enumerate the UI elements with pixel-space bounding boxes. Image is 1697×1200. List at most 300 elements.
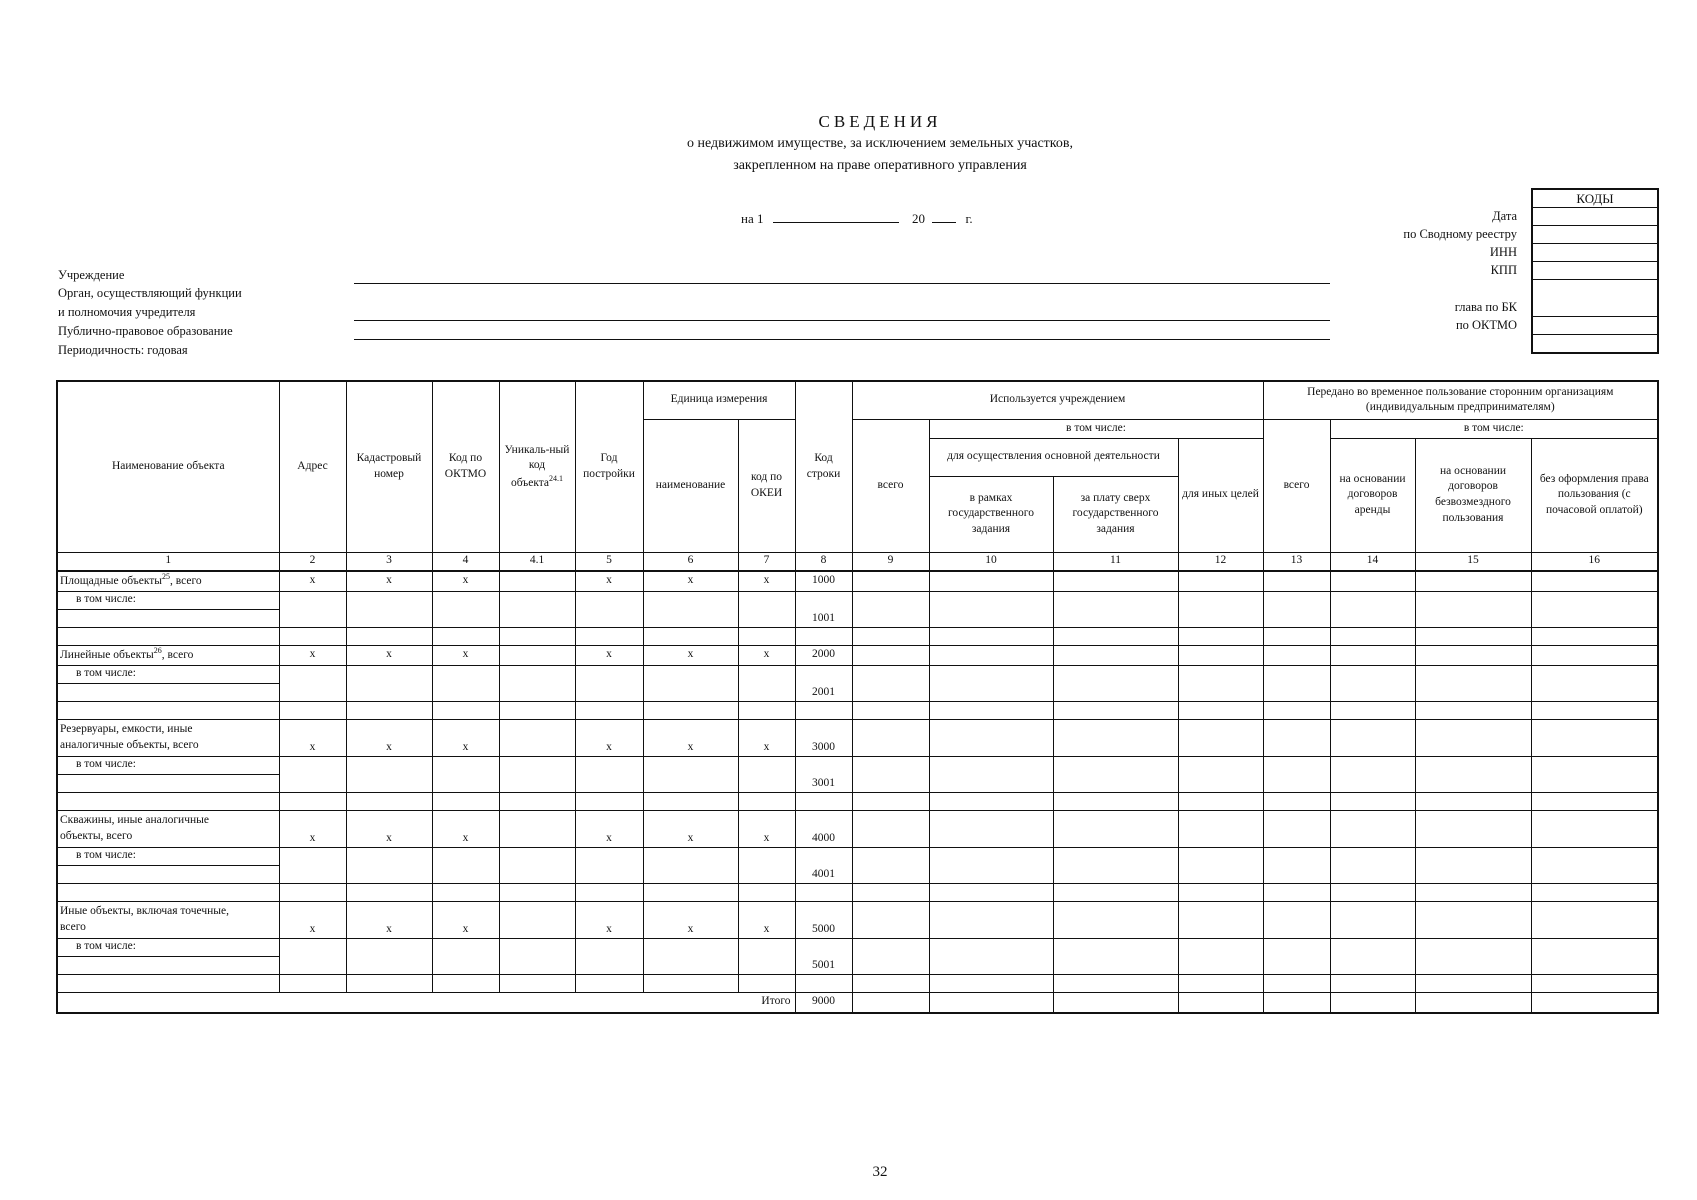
value-cell[interactable]: [279, 591, 346, 627]
section-name-suffix: , всего: [170, 575, 202, 588]
value-cell[interactable]: [1531, 901, 1658, 938]
value-cell[interactable]: [929, 938, 1053, 974]
blank-cell[interactable]: [499, 792, 575, 810]
section-note: 25: [162, 572, 171, 582]
blank-cell[interactable]: [1053, 701, 1178, 719]
sub-item-name-cell[interactable]: [57, 609, 279, 627]
col-number: 15: [1415, 552, 1531, 571]
value-cell[interactable]: [929, 665, 1053, 701]
value-cell[interactable]: [1263, 645, 1330, 665]
blank-cell[interactable]: [738, 974, 795, 992]
value-cell[interactable]: [1263, 938, 1330, 974]
value-cell[interactable]: [929, 847, 1053, 883]
value-cell[interactable]: [1415, 992, 1531, 1013]
unique-code-cell[interactable]: [499, 645, 575, 665]
unique-code-cell[interactable]: [499, 901, 575, 938]
blank-cell[interactable]: [852, 701, 929, 719]
value-cell[interactable]: [1178, 810, 1263, 847]
mark-cell: х: [643, 645, 738, 665]
col-number: 12: [1178, 552, 1263, 571]
value-cell[interactable]: [1330, 645, 1415, 665]
value-cell[interactable]: [643, 847, 738, 883]
blank-cell[interactable]: [432, 627, 499, 645]
unique-code-text: Уникаль-ный код объекта: [504, 443, 570, 489]
blank-cell[interactable]: [795, 701, 852, 719]
value-cell[interactable]: [738, 591, 795, 627]
row-code: 1001: [795, 591, 852, 627]
unique-code-cell[interactable]: [499, 571, 575, 592]
value-cell[interactable]: [1178, 901, 1263, 938]
value-cell[interactable]: [575, 756, 643, 792]
value-cell[interactable]: [1178, 847, 1263, 883]
section-total-row: [57, 901, 1658, 938]
date-suffix: г.: [965, 211, 973, 226]
codes-title: КОДЫ: [1533, 190, 1657, 208]
mark-cell: х: [643, 571, 738, 592]
col-header-oktmo: Код по ОКТМО: [432, 381, 499, 552]
value-cell[interactable]: [1415, 938, 1531, 974]
including-label-row: [57, 665, 1658, 683]
value-cell[interactable]: [1053, 938, 1178, 974]
value-cell[interactable]: [279, 938, 346, 974]
value-cell[interactable]: [929, 591, 1053, 627]
blank-cell[interactable]: [1531, 792, 1658, 810]
code-cell-kpp[interactable]: [1533, 262, 1657, 280]
value-cell[interactable]: [1330, 719, 1415, 756]
blank-cell[interactable]: [575, 974, 643, 992]
blank-cell[interactable]: [432, 792, 499, 810]
blank-row: [57, 883, 1658, 901]
value-cell[interactable]: [738, 847, 795, 883]
blank-cell[interactable]: [1330, 883, 1415, 901]
value-cell[interactable]: [1330, 992, 1415, 1013]
blank-cell[interactable]: [575, 792, 643, 810]
blank-cell[interactable]: [643, 627, 738, 645]
blank-cell[interactable]: [57, 974, 279, 992]
sub-item-name-cell[interactable]: [57, 774, 279, 792]
blank-cell[interactable]: [643, 701, 738, 719]
label-founder-line1: Орган, осуществляющий функции: [58, 286, 242, 300]
code-cell-oktmo[interactable]: [1533, 317, 1657, 335]
unique-code-cell[interactable]: [499, 810, 575, 847]
value-cell[interactable]: [852, 645, 929, 665]
date-year-field[interactable]: [932, 210, 956, 223]
mark-cell: х: [738, 645, 795, 665]
value-cell[interactable]: [852, 938, 929, 974]
blank-cell[interactable]: [852, 974, 929, 992]
blank-cell[interactable]: [1053, 627, 1178, 645]
blank-cell[interactable]: [1178, 974, 1263, 992]
value-cell[interactable]: [929, 901, 1053, 938]
value-cell[interactable]: [1330, 901, 1415, 938]
blank-cell[interactable]: [279, 701, 346, 719]
mark-cell: х: [575, 901, 643, 938]
blank-cell[interactable]: [57, 883, 279, 901]
value-cell[interactable]: [1178, 756, 1263, 792]
value-cell[interactable]: [1330, 847, 1415, 883]
value-cell[interactable]: [852, 901, 929, 938]
value-cell[interactable]: [1263, 571, 1330, 592]
label-founder-line2: и полномочия учредителя: [58, 305, 196, 319]
founder-field[interactable]: [354, 320, 1330, 321]
blank-cell[interactable]: [1178, 792, 1263, 810]
value-cell[interactable]: [575, 591, 643, 627]
section-total-row: [57, 810, 1658, 847]
blank-cell[interactable]: [795, 792, 852, 810]
value-cell[interactable]: [1053, 645, 1178, 665]
blank-cell[interactable]: [1330, 974, 1415, 992]
blank-cell[interactable]: [795, 627, 852, 645]
col-number: 11: [1053, 552, 1178, 571]
value-cell[interactable]: [499, 665, 575, 701]
col-number: 14: [1330, 552, 1415, 571]
value-cell[interactable]: [432, 665, 499, 701]
blank-cell[interactable]: [1330, 792, 1415, 810]
value-cell[interactable]: [1415, 591, 1531, 627]
blank-cell[interactable]: [279, 627, 346, 645]
blank-cell[interactable]: [1178, 701, 1263, 719]
value-cell[interactable]: [929, 719, 1053, 756]
blank-cell[interactable]: [346, 883, 432, 901]
blank-cell[interactable]: [1178, 883, 1263, 901]
mark-cell: х: [575, 571, 643, 592]
value-cell[interactable]: [1263, 810, 1330, 847]
value-cell[interactable]: [432, 756, 499, 792]
value-cell[interactable]: [279, 665, 346, 701]
value-cell[interactable]: [1330, 571, 1415, 592]
blank-cell[interactable]: [1263, 627, 1330, 645]
blank-cell[interactable]: [929, 792, 1053, 810]
value-cell[interactable]: [432, 591, 499, 627]
value-cell[interactable]: [1053, 591, 1178, 627]
including-label: в том числе:: [57, 938, 279, 956]
value-cell[interactable]: [929, 645, 1053, 665]
blank-cell[interactable]: [852, 627, 929, 645]
value-cell[interactable]: [1053, 719, 1178, 756]
total-row: [57, 992, 1658, 1013]
row-code: 5000: [795, 901, 852, 938]
value-cell[interactable]: [279, 847, 346, 883]
mark-cell: х: [575, 645, 643, 665]
value-cell[interactable]: [1330, 591, 1415, 627]
blank-cell[interactable]: [929, 627, 1053, 645]
value-cell[interactable]: [1178, 938, 1263, 974]
blank-cell[interactable]: [1531, 883, 1658, 901]
blank-cell[interactable]: [1263, 974, 1330, 992]
blank-cell[interactable]: [575, 701, 643, 719]
value-cell[interactable]: [738, 665, 795, 701]
code-label-kpp: КПП: [1490, 263, 1517, 277]
blank-cell[interactable]: [499, 974, 575, 992]
section-note: 26: [153, 646, 162, 656]
including-label-row: [57, 591, 1658, 609]
value-cell[interactable]: [1531, 665, 1658, 701]
row-code: 4000: [795, 810, 852, 847]
value-cell[interactable]: [643, 938, 738, 974]
blank-row: [57, 792, 1658, 810]
value-cell[interactable]: [1415, 901, 1531, 938]
code-label-registry: по Сводному реестру: [1403, 227, 1517, 241]
code-cell-extra[interactable]: [1533, 335, 1657, 352]
unique-code-cell[interactable]: [499, 719, 575, 756]
including-label: в том числе:: [57, 756, 279, 774]
value-cell[interactable]: [738, 938, 795, 974]
value-cell[interactable]: [499, 938, 575, 974]
code-cell-registry[interactable]: [1533, 226, 1657, 244]
blank-cell[interactable]: [279, 974, 346, 992]
blank-cell[interactable]: [1415, 974, 1531, 992]
section-name: [57, 645, 279, 665]
blank-cell[interactable]: [643, 974, 738, 992]
value-cell[interactable]: [852, 810, 929, 847]
value-cell[interactable]: [1178, 665, 1263, 701]
blank-cell[interactable]: [499, 627, 575, 645]
value-cell[interactable]: [346, 665, 432, 701]
value-cell[interactable]: [575, 665, 643, 701]
blank-cell[interactable]: [738, 883, 795, 901]
value-cell[interactable]: [929, 756, 1053, 792]
value-cell[interactable]: [1178, 719, 1263, 756]
blank-cell[interactable]: [643, 792, 738, 810]
blank-cell[interactable]: [1263, 792, 1330, 810]
code-cell-date[interactable]: [1533, 208, 1657, 226]
value-cell[interactable]: [1415, 719, 1531, 756]
blank-cell[interactable]: [499, 883, 575, 901]
value-cell[interactable]: [1263, 665, 1330, 701]
value-cell[interactable]: [643, 665, 738, 701]
value-cell[interactable]: [432, 938, 499, 974]
value-cell[interactable]: [499, 847, 575, 883]
value-cell[interactable]: [1415, 847, 1531, 883]
blank-cell[interactable]: [1263, 701, 1330, 719]
blank-cell[interactable]: [1053, 883, 1178, 901]
value-cell[interactable]: [1531, 847, 1658, 883]
page-number: 32: [872, 1164, 888, 1180]
blank-cell[interactable]: [57, 792, 279, 810]
value-cell[interactable]: [1415, 645, 1531, 665]
blank-cell[interactable]: [346, 792, 432, 810]
blank-cell[interactable]: [432, 701, 499, 719]
blank-cell[interactable]: [1053, 792, 1178, 810]
blank-cell[interactable]: [346, 974, 432, 992]
value-cell[interactable]: [1531, 645, 1658, 665]
blank-cell[interactable]: [643, 883, 738, 901]
column-numbers-row: [57, 552, 1658, 571]
col-number: 4.1: [499, 552, 575, 571]
code-cell-inn[interactable]: [1533, 244, 1657, 262]
value-cell[interactable]: [1531, 938, 1658, 974]
value-cell[interactable]: [346, 756, 432, 792]
col-number: 16: [1531, 552, 1658, 571]
value-cell[interactable]: [1415, 571, 1531, 592]
value-cell[interactable]: [1531, 591, 1658, 627]
section-name: [57, 719, 279, 756]
blank-cell[interactable]: [1531, 701, 1658, 719]
value-cell[interactable]: [1178, 645, 1263, 665]
mark-cell: х: [346, 901, 432, 938]
value-cell[interactable]: [1053, 992, 1178, 1013]
col-number: 3: [346, 552, 432, 571]
col-header-transferred: Передано во временное пользование сторонним организациям (индивидуальным предпринимателям): [1263, 381, 1658, 419]
value-cell[interactable]: [575, 938, 643, 974]
value-cell[interactable]: [499, 591, 575, 627]
section-name-text: Линейные объекты: [60, 649, 154, 662]
blank-cell[interactable]: [346, 701, 432, 719]
value-cell[interactable]: [852, 665, 929, 701]
value-cell[interactable]: [1178, 992, 1263, 1013]
blank-cell[interactable]: [1531, 627, 1658, 645]
value-cell[interactable]: [1531, 810, 1658, 847]
mark-cell: х: [643, 901, 738, 938]
value-cell[interactable]: [929, 571, 1053, 592]
mark-cell: х: [575, 810, 643, 847]
value-cell[interactable]: [1415, 665, 1531, 701]
value-cell[interactable]: [1330, 810, 1415, 847]
blank-cell[interactable]: [279, 883, 346, 901]
value-cell[interactable]: [1263, 992, 1330, 1013]
value-cell[interactable]: [852, 571, 929, 592]
value-cell[interactable]: [575, 847, 643, 883]
blank-cell[interactable]: [1415, 883, 1531, 901]
value-cell[interactable]: [738, 756, 795, 792]
col-header-unit-code: код по ОКЕИ: [738, 419, 795, 552]
sub-item-name-cell[interactable]: [57, 865, 279, 883]
sub-item-name-cell[interactable]: [57, 683, 279, 701]
blank-cell[interactable]: [795, 974, 852, 992]
col-header-transferred-total: всего: [1263, 419, 1330, 552]
blank-cell[interactable]: [1330, 701, 1415, 719]
blank-cell[interactable]: [57, 627, 279, 645]
section-name-text: Площадные объекты: [60, 575, 163, 588]
mark-cell: х: [279, 810, 346, 847]
blank-cell[interactable]: [1053, 974, 1178, 992]
value-cell[interactable]: [1053, 665, 1178, 701]
value-cell[interactable]: [346, 591, 432, 627]
row-code: 2001: [795, 665, 852, 701]
value-cell[interactable]: [852, 591, 929, 627]
form-title: СВЕДЕНИЯ: [818, 112, 942, 131]
sub-item-name-cell[interactable]: [57, 956, 279, 974]
value-cell[interactable]: [499, 756, 575, 792]
blank-cell[interactable]: [1263, 883, 1330, 901]
value-cell[interactable]: [929, 992, 1053, 1013]
municipality-field[interactable]: [354, 339, 1330, 340]
value-cell[interactable]: [1415, 810, 1531, 847]
value-cell[interactable]: [1531, 719, 1658, 756]
blank-cell[interactable]: [1178, 627, 1263, 645]
blank-cell[interactable]: [1531, 974, 1658, 992]
col-header-row-code: Код строки: [795, 381, 852, 552]
value-cell[interactable]: [1263, 901, 1330, 938]
mark-cell: х: [346, 645, 432, 665]
value-cell[interactable]: [1178, 591, 1263, 627]
blank-cell[interactable]: [575, 883, 643, 901]
blank-cell[interactable]: [432, 974, 499, 992]
value-cell[interactable]: [279, 756, 346, 792]
value-cell[interactable]: [852, 719, 929, 756]
value-cell[interactable]: [1053, 571, 1178, 592]
row-code: 9000: [795, 992, 852, 1013]
blank-cell[interactable]: [346, 627, 432, 645]
row-code: 1000: [795, 571, 852, 592]
value-cell[interactable]: [929, 810, 1053, 847]
blank-cell[interactable]: [1415, 792, 1531, 810]
section-name: [57, 901, 279, 938]
value-cell[interactable]: [432, 847, 499, 883]
blank-cell[interactable]: [738, 627, 795, 645]
value-cell[interactable]: [643, 756, 738, 792]
value-cell[interactable]: [1330, 756, 1415, 792]
col-header-state-task: в рамках государственного задания: [929, 476, 1053, 552]
blank-cell[interactable]: [57, 701, 279, 719]
value-cell[interactable]: [1531, 571, 1658, 592]
value-cell[interactable]: [1263, 756, 1330, 792]
blank-cell[interactable]: [575, 627, 643, 645]
value-cell[interactable]: [346, 847, 432, 883]
value-cell[interactable]: [1531, 756, 1658, 792]
mark-cell: х: [643, 810, 738, 847]
section-name: [57, 571, 279, 592]
col-header-cadastral: Кадастровый номер: [346, 381, 432, 552]
value-cell[interactable]: [1053, 810, 1178, 847]
value-cell[interactable]: [346, 938, 432, 974]
value-cell[interactable]: [1053, 847, 1178, 883]
blank-cell[interactable]: [738, 701, 795, 719]
value-cell[interactable]: [1415, 756, 1531, 792]
value-cell[interactable]: [1263, 719, 1330, 756]
blank-cell[interactable]: [279, 792, 346, 810]
blank-cell[interactable]: [432, 883, 499, 901]
label-institution: Учреждение: [58, 268, 125, 282]
value-cell[interactable]: [1263, 847, 1330, 883]
blank-cell[interactable]: [852, 883, 929, 901]
mark-cell: х: [432, 901, 499, 938]
mark-cell: х: [432, 571, 499, 592]
col-header-unique-code: [499, 381, 575, 552]
code-label-date: Дата: [1492, 209, 1517, 223]
value-cell[interactable]: [1330, 665, 1415, 701]
value-cell[interactable]: [1053, 756, 1178, 792]
value-cell[interactable]: [1531, 992, 1658, 1013]
institution-field[interactable]: [354, 283, 1330, 284]
mark-cell: х: [643, 719, 738, 756]
value-cell[interactable]: [643, 591, 738, 627]
value-cell[interactable]: [1330, 938, 1415, 974]
blank-cell[interactable]: [738, 792, 795, 810]
blank-cell[interactable]: [795, 883, 852, 901]
value-cell[interactable]: [852, 756, 929, 792]
value-cell[interactable]: [1178, 571, 1263, 592]
blank-cell[interactable]: [852, 792, 929, 810]
code-cell-bk[interactable]: [1533, 280, 1657, 317]
property-table: [56, 380, 1659, 1014]
form-subtitle-line1: о недвижимом имуществе, за исключением земельных участков,: [687, 136, 1073, 151]
date-day-month-field[interactable]: [773, 210, 899, 223]
value-cell[interactable]: [852, 847, 929, 883]
blank-cell[interactable]: [929, 974, 1053, 992]
blank-cell[interactable]: [1330, 627, 1415, 645]
label-periodicity: Периодичность: годовая: [58, 343, 188, 357]
blank-cell[interactable]: [929, 701, 1053, 719]
value-cell[interactable]: [852, 992, 929, 1013]
blank-cell[interactable]: [1415, 627, 1531, 645]
value-cell[interactable]: [1263, 591, 1330, 627]
blank-cell[interactable]: [499, 701, 575, 719]
value-cell[interactable]: [1053, 901, 1178, 938]
blank-cell[interactable]: [929, 883, 1053, 901]
blank-cell[interactable]: [1415, 701, 1531, 719]
section-total-row: [57, 719, 1658, 756]
